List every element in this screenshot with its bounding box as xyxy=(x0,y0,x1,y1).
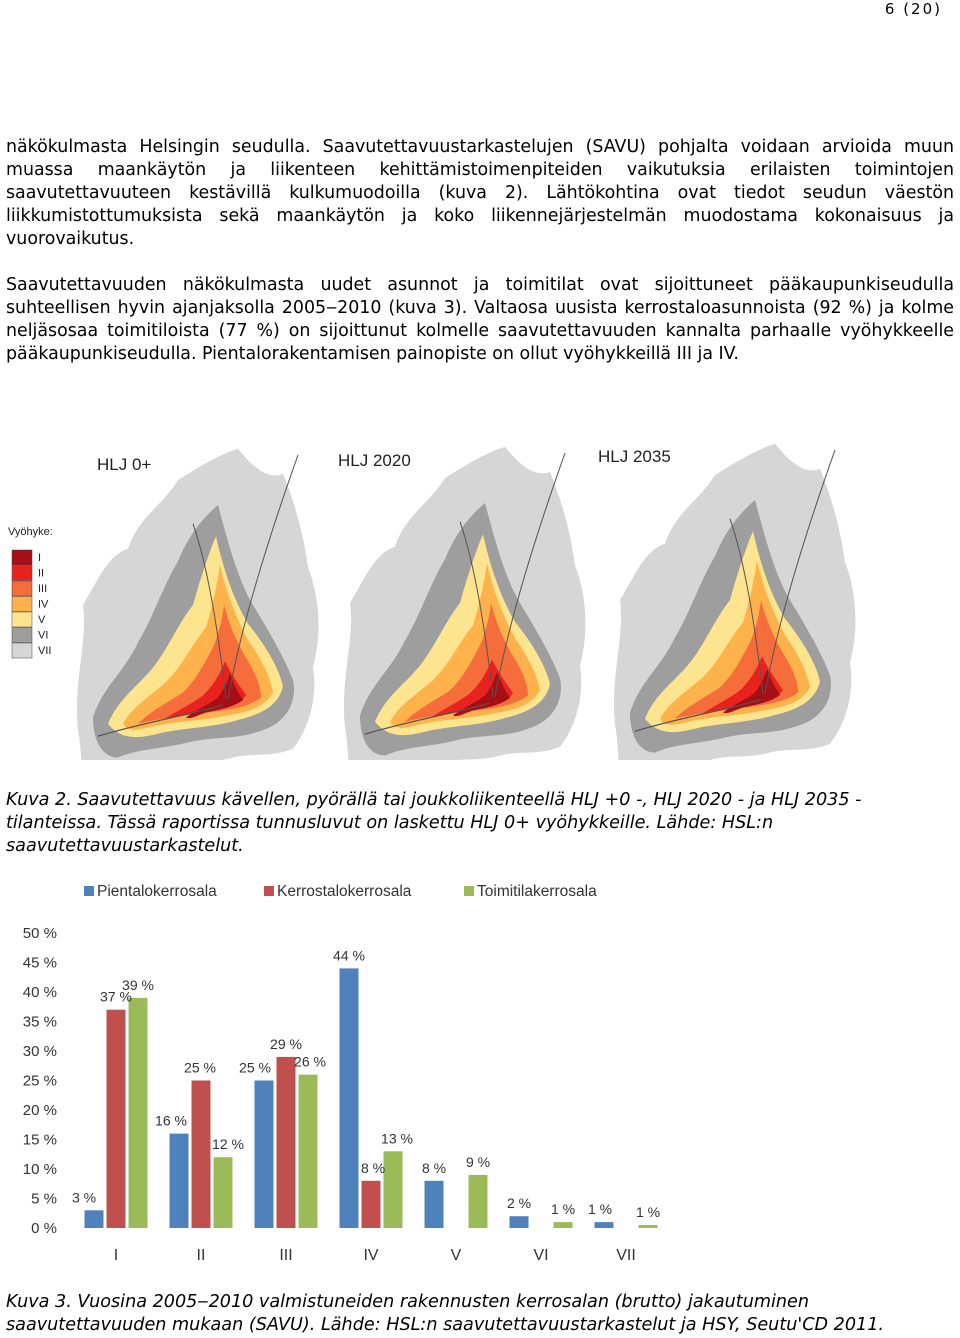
bar-VI-0 xyxy=(510,1216,529,1228)
chart-bars xyxy=(85,968,661,1228)
legend-label-1: Kerrostalokerrosala xyxy=(277,883,412,900)
zone-label-III: III xyxy=(38,583,48,595)
bar-VI-2 xyxy=(554,1222,573,1228)
data-label-III-2: 26 % xyxy=(294,1053,326,1070)
category-label-I: I xyxy=(113,1247,119,1264)
y-tick-label: 40 % xyxy=(22,984,57,1001)
data-label-II-2: 12 % xyxy=(212,1136,244,1153)
zone-swatch-III xyxy=(12,581,32,596)
map-hlj-2035 xyxy=(614,444,855,760)
bar-II-1 xyxy=(192,1081,211,1229)
zone-legend-title: Vyöhyke: xyxy=(8,526,53,538)
figure-2-caption: Kuva 2. Saavutettavuus kävellen, pyörällä tai joukkoliikenteellä HLJ +0 -, HLJ 2020 - ja HLJ 2035 -tilanteissa. Tässä raportissa tunnusluvut on laskettu HLJ 0+ vyöhykkeille. Lähde: HSL:n saavutettavuustarkastelut. xyxy=(6,790,862,856)
chart-legend xyxy=(84,883,597,900)
zone-swatch-V xyxy=(12,612,32,627)
y-tick-label: 50 % xyxy=(22,925,57,942)
zone-swatch-VII xyxy=(12,643,32,658)
bar-II-2 xyxy=(214,1157,233,1228)
bar-IV-1 xyxy=(362,1181,381,1228)
data-label-III-0: 25 % xyxy=(239,1059,271,1076)
zone-swatch-IV xyxy=(12,597,32,612)
data-label-VI-0: 2 % xyxy=(506,1195,532,1212)
data-label-I-0: 3 % xyxy=(71,1189,97,1206)
data-label-V-2: 9 % xyxy=(465,1153,491,1170)
legend-label-2: Toimitilakerrosala xyxy=(477,883,597,900)
data-label-I-1: 37 % xyxy=(100,988,132,1005)
chart-x-axis xyxy=(114,1247,636,1264)
legend-swatch-0 xyxy=(84,886,94,896)
bar-V-0 xyxy=(425,1181,444,1228)
bar-IV-2 xyxy=(384,1151,403,1228)
bar-V-2 xyxy=(469,1175,488,1228)
bar-VII-0 xyxy=(595,1222,614,1228)
y-tick-label: 15 % xyxy=(22,1131,57,1149)
legend-label-0: Pientalokerrosala xyxy=(97,883,217,900)
accessibility-maps-figure xyxy=(0,420,960,760)
zone-label-I: I xyxy=(38,552,42,564)
map-hlj-2020 xyxy=(344,447,585,760)
map-title-hlj-0: HLJ 0+ xyxy=(97,455,152,474)
zone-legend xyxy=(8,526,53,658)
zone-swatch-I xyxy=(12,550,32,565)
legend-swatch-1 xyxy=(264,886,274,896)
data-label-II-0: 16 % xyxy=(155,1112,187,1129)
category-label-III: III xyxy=(279,1247,293,1264)
data-label-V-0: 8 % xyxy=(421,1159,447,1176)
map-title-hlj-2035: HLJ 2035 xyxy=(598,447,671,466)
zone-swatch-VI xyxy=(12,628,32,643)
page-number: 6 (20) xyxy=(884,0,942,18)
bar-IV-0 xyxy=(340,968,359,1228)
y-tick-label: 45 % xyxy=(22,954,57,972)
legend-swatch-2 xyxy=(464,886,474,896)
zone-label-VII: VII xyxy=(38,645,52,657)
category-label-VI: VI xyxy=(533,1247,549,1264)
bar-III-0 xyxy=(255,1081,274,1229)
bar-VII-2 xyxy=(639,1225,658,1228)
bar-II-0 xyxy=(170,1134,189,1228)
y-tick-label: 10 % xyxy=(22,1161,57,1178)
data-label-VII-2: 1 % xyxy=(635,1204,661,1221)
y-tick-label: 20 % xyxy=(22,1102,57,1119)
bar-I-2 xyxy=(129,998,148,1228)
data-label-IV-0: 44 % xyxy=(333,947,365,964)
category-label-II: II xyxy=(196,1247,206,1264)
zone-label-IV: IV xyxy=(38,598,49,611)
data-label-III-1: 29 % xyxy=(270,1035,302,1052)
category-label-V: V xyxy=(450,1247,462,1264)
data-label-VI-2: 1 % xyxy=(550,1201,576,1218)
bar-I-1 xyxy=(107,1010,126,1228)
data-label-IV-1: 8 % xyxy=(360,1159,386,1176)
zone-label-V: V xyxy=(38,614,46,626)
bar-I-0 xyxy=(85,1210,104,1228)
data-label-VII-0: 1 % xyxy=(587,1201,613,1218)
figure-3-caption: Kuva 3. Vuosina 2005‒2010 valmistuneiden rakennusten kerrosalan (brutto) jakautuminen saavutettavuuden mukaan (SAVU). Lähde: HSL:n saavutettavuustarkastelut ja HSY, Seutu'CD 2011. xyxy=(6,1292,885,1335)
zone-label-VI: VI xyxy=(38,629,49,642)
paragraph-new-buildings: Saavutettavuuden näkökulmasta uudet asunnot ja toimitilat ovat sijoittuneet pääkaupunkiseudulla suhteellisen hyvin ajanjaksolla 2005‒2010 (kuva 3). Valtaosa uusista kerrostaloasunnoista (92 %) ja kolme neljäsosaa toimitiloista (77 %) on sijoittunut kolmelle saavutettavuuden kannalta parhaalle vyöhykkeelle pääkaupunkiseudulla. Pientalorakentamisen painopiste on ollut vyöhykkeillä III ja IV. xyxy=(6,275,954,364)
y-tick-label: 0 % xyxy=(31,1220,57,1237)
y-tick-label: 25 % xyxy=(22,1072,57,1090)
chart-y-axis xyxy=(23,925,57,1237)
bar-III-1 xyxy=(277,1057,296,1228)
y-tick-label: 5 % xyxy=(31,1190,57,1208)
chart-data-labels xyxy=(72,947,660,1220)
paragraph-accessibility-intro: näkökulmasta Helsingin seudulla. Saavutettavuustarkastelujen (SAVU) pohjalta voidaan arvioida muun muassa maankäytön ja liikenteen kehittämistoimenpiteiden vaikutuksia erilaisten toimintojen saavutettavuuteen kestävillä kulkumuodoilla (kuva 2). Lähtökohtina ovat tiedot seudun väestön liikkumistottumuksista sekä maankäytön ja koko liikennejärjestelmän muodostama kokonaisuus ja vuorovaikutus. xyxy=(6,137,954,249)
category-label-VII: VII xyxy=(616,1247,636,1264)
data-label-IV-2: 13 % xyxy=(381,1130,413,1147)
y-tick-label: 30 % xyxy=(22,1043,57,1060)
category-label-IV: IV xyxy=(363,1247,379,1264)
zone-label-II: II xyxy=(38,567,45,580)
data-label-II-1: 25 % xyxy=(184,1059,216,1076)
floor-area-bar-chart xyxy=(0,870,960,1280)
y-tick-label: 35 % xyxy=(22,1013,57,1031)
data-label-I-2: 39 % xyxy=(122,976,154,993)
zone-swatch-II xyxy=(12,566,32,581)
map-title-hlj-2020: HLJ 2020 xyxy=(338,451,411,470)
bar-III-2 xyxy=(299,1075,318,1228)
map-hlj-0 xyxy=(77,449,318,760)
